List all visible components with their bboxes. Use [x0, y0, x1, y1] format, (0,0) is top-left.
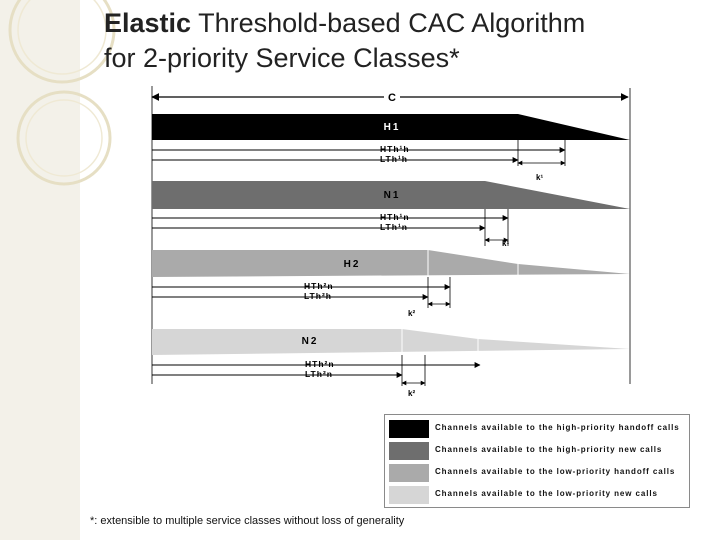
footnote: *: extensible to multiple service classes without loss of generality [90, 515, 405, 527]
k-label: k² [408, 309, 416, 318]
band-label-h2: H2 [343, 259, 361, 270]
legend-item [389, 464, 685, 482]
decorative-ring [10, 0, 114, 82]
k-label: k¹ [502, 239, 510, 248]
title-line-2: for 2-priority Service Classes* [104, 43, 460, 73]
legend-item [389, 420, 685, 438]
decorative-ring [26, 100, 102, 176]
threshold-label-low: LTh²h [304, 291, 332, 301]
cac-threshold-diagram [140, 84, 640, 409]
threshold-label-high: HTh²n [305, 359, 335, 369]
threshold-label-high: HTh¹n [380, 212, 410, 222]
title-keyword: Elastic [104, 8, 192, 38]
k-label: k² [408, 389, 416, 398]
legend-swatch [389, 442, 429, 460]
slide-title [104, 6, 585, 76]
decorative-ring [18, 92, 110, 184]
legend-label: Channels available to the high-priority handoff calls [435, 423, 680, 432]
legend-label: Channels available to the low-priority new calls [435, 489, 658, 498]
band-label-n1: N1 [383, 190, 401, 201]
legend-swatch [389, 464, 429, 482]
band-h2 [152, 250, 630, 277]
title-line-1-rest: Threshold-based CAC Algorithm [191, 8, 586, 38]
legend-label: Channels available to the high-priority new calls [435, 445, 663, 454]
legend-item [389, 486, 685, 504]
decorative-ring [18, 0, 106, 74]
threshold-label-high: HTh¹h [380, 144, 410, 154]
legend [384, 414, 690, 508]
threshold-label-high: HTh²n [304, 281, 334, 291]
band-label-h1: H1 [383, 122, 401, 133]
k-label: k¹ [536, 173, 544, 182]
threshold-label-low: LTh¹n [380, 222, 408, 232]
band-n2 [152, 329, 630, 355]
threshold-label-low: LTh¹h [380, 154, 408, 164]
legend-label: Channels available to the low-priority handoff calls [435, 467, 676, 476]
legend-swatch [389, 486, 429, 504]
legend-swatch [389, 420, 429, 438]
legend-item [389, 442, 685, 460]
band-label-n2: N2 [301, 336, 319, 347]
threshold-label-low: LTh²n [305, 369, 333, 379]
title-line-1 [104, 8, 585, 38]
capacity-label: C [388, 92, 396, 104]
